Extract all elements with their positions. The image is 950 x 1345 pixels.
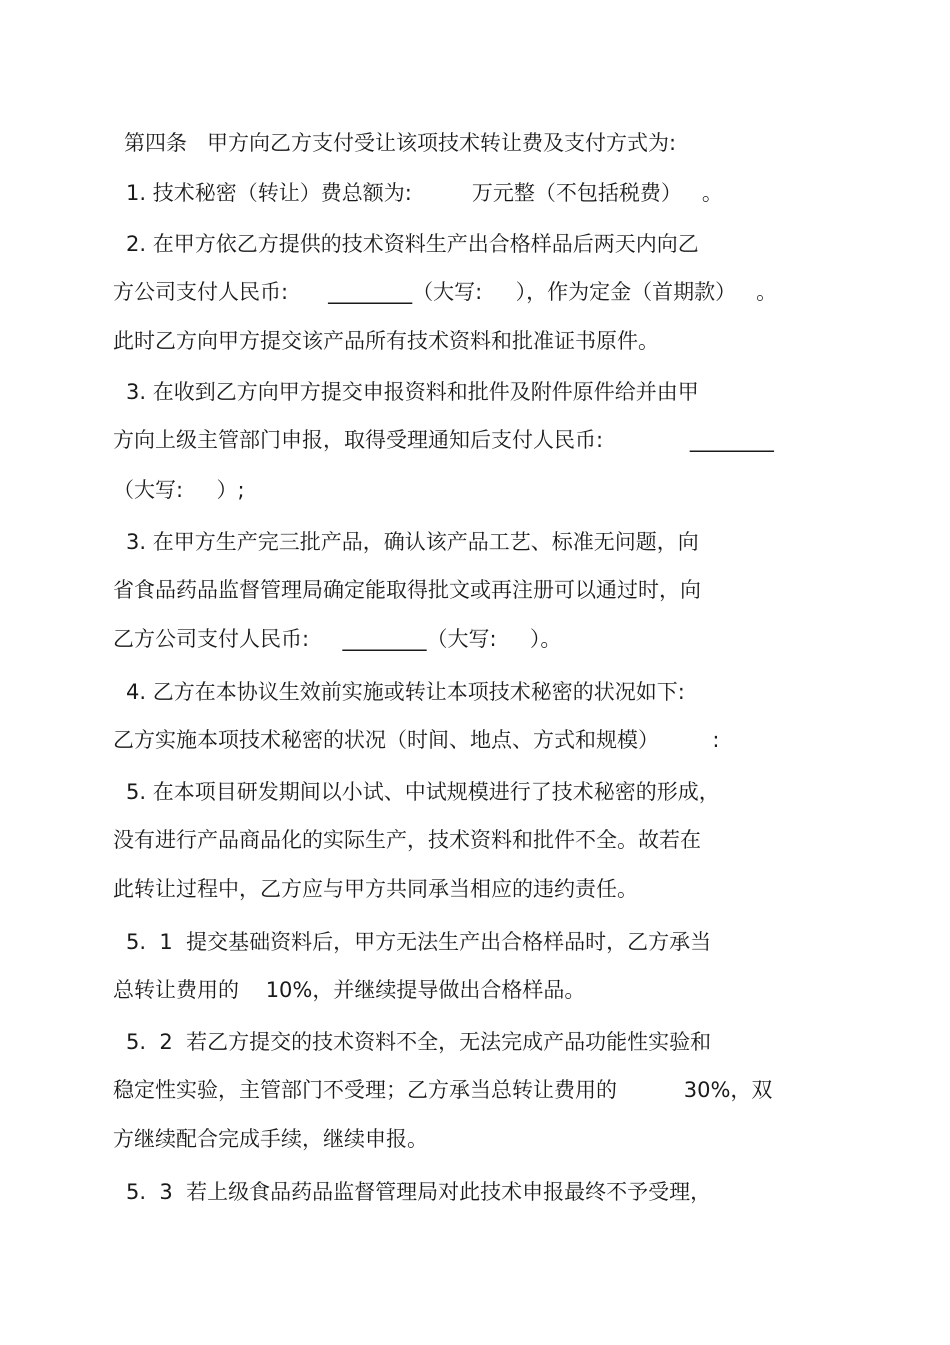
clause-5-2-line-2: 稳定性实验，主管部门不受理；乙方承当总转让费用的 30%，双 xyxy=(113,1078,773,1102)
clause-5-line-3: 此转让过程中，乙方应与甲方共同承当相应的违约责任。 xyxy=(113,877,638,901)
clause-5-line-2: 没有进行产品商品化的实际生产，技术资料和批件不全。故若在 xyxy=(113,828,701,852)
clause-3b-line-2: 省食品药品监督管理局确定能取得批文或再注册可以通过时，向 xyxy=(113,578,701,602)
clause-5-line-1: 5. 在本项目研发期间以小试、中试规模进行了技术秘密的形成， xyxy=(126,780,720,804)
clause-3a-line-2: 方向上级主管部门申报，取得受理通知后支付人民币: ________ xyxy=(113,428,774,452)
clause-3a-line-1: 3. 在收到乙方向甲方提交申报资料和批件及附件原件给并由甲 xyxy=(126,380,699,404)
clause-3a-line-3: （大写: ）; xyxy=(113,478,245,502)
clause-4-line-1: 4. 乙方在本协议生效前实施或转让本项技术秘密的状况如下: xyxy=(126,680,685,704)
clause-3b-line-3: 乙方公司支付人民币: ________（大写: ）。 xyxy=(113,627,562,651)
clause-3b-line-1: 3. 在甲方生产完三批产品，确认该产品工艺、标准无问题，向 xyxy=(126,530,699,554)
article-4-heading: 第四条 甲方向乙方支付受让该项技术转让费及支付方式为: xyxy=(124,131,677,155)
clause-2-line-3: 此时乙方向甲方提交该产品所有技术资料和批准证书原件。 xyxy=(113,329,659,353)
clause-5-2-line-1: 5. 2 若乙方提交的技术资料不全，无法完成产品功能性实验和 xyxy=(126,1030,712,1054)
clause-4-line-2: 乙方实施本项技术秘密的状况（时间、地点、方式和规模） : xyxy=(113,728,720,752)
clause-2-line-1: 2. 在甲方依乙方提供的技术资料生产出合格样品后两天内向乙 xyxy=(126,232,699,256)
clause-2-line-2: 方公司支付人民币: ________（大写: ），作为定金（首期款） 。 xyxy=(113,280,778,304)
clause-5-2-line-3: 方继续配合完成手续，继续申报。 xyxy=(113,1127,428,1151)
clause-1: 1. 技术秘密（转让）费总额为: 万元整（不包括税费） 。 xyxy=(126,181,723,205)
clause-5-1-line-2: 总转让费用的 10%，并继续提导做出合格样品。 xyxy=(113,978,586,1002)
clause-5-1-line-1: 5. 1 提交基础资料后，甲方无法生产出合格样品时，乙方承当 xyxy=(126,930,712,954)
clause-5-3-line-1: 5. 3 若上级食品药品监督管理局对此技术申报最终不予受理， xyxy=(126,1180,712,1204)
